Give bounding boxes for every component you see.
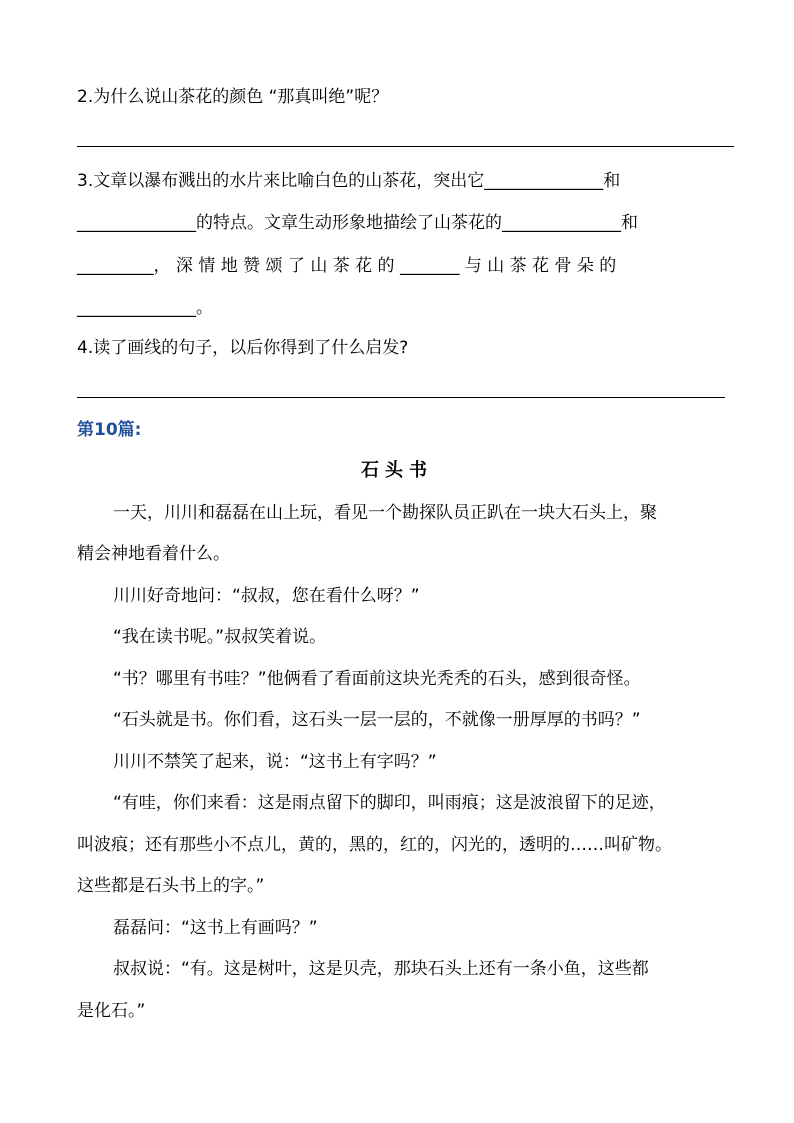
story-paragraph-line: 磊磊问：“这书上有画吗？” <box>113 918 318 938</box>
answer-line-2 <box>77 146 734 147</box>
question-2: 2.为什么说山茶花的颜色 “那真叫绝”呢？ <box>77 87 389 107</box>
story-paragraph-line: 精会神地看着什么。 <box>77 544 230 564</box>
story-paragraph-line: “有哇，你们来看：这是雨点留下的脚印，叫雨痕；这是波浪留下的足迹， <box>113 793 666 813</box>
question-3-line-3: _________， 深 情 地 赞 颂 了 山 茶 花 的 _______ 与 山 茶 花 骨 朵 的 <box>77 256 617 276</box>
question-3-line-4: ______________。 <box>77 298 213 318</box>
story-paragraph-line: 一天，川川和磊磊在山上玩，看见一个勘探队员正趴在一块大石头上，聚 <box>113 503 657 523</box>
story-paragraph-line: 是化石。” <box>77 1001 146 1021</box>
story-paragraph-line: 这些都是石头书上的字。” <box>77 876 265 896</box>
story-paragraph-line: “我在读书呢。”叔叔笑着说。 <box>113 627 327 647</box>
question-3-line-1: 3.文章以瀑布溅出的水片来比喻白色的山茶花，突出它______________和 <box>77 171 621 191</box>
story-paragraph-line: “石头就是书。你们看，这石头一层一层的，不就像一册厚厚的书吗？” <box>113 710 641 730</box>
story-paragraph-line: 川川不禁笑了起来，说：“这书上有字吗？” <box>113 752 437 772</box>
story-paragraph-line: “书？哪里有书哇？”他俩看了看面前这块光秃秃的石头，感到很奇怪。 <box>113 669 641 689</box>
answer-line-4 <box>77 397 725 398</box>
section-heading: 第10篇: <box>77 420 142 440</box>
story-paragraph-line: 叔叔说：“有。这是树叶，这是贝壳，那块石头上还有一条小鱼，这些都 <box>113 959 649 979</box>
question-4: 4.读了画线的句子，以后你得到了什么启发? <box>77 338 409 358</box>
story-paragraph-line: 川川好奇地问：“叔叔，您在看什么呀？” <box>113 586 420 606</box>
story-title: 石头书 <box>361 460 433 481</box>
story-paragraph-line: 叫波痕；还有那些小不点儿，黄的，黑的，红的，闪光的，透明的……叫矿物。 <box>77 835 672 855</box>
question-3-line-2: ______________的特点。文章生动形象地描绘了山茶花的______________和 <box>77 213 638 233</box>
